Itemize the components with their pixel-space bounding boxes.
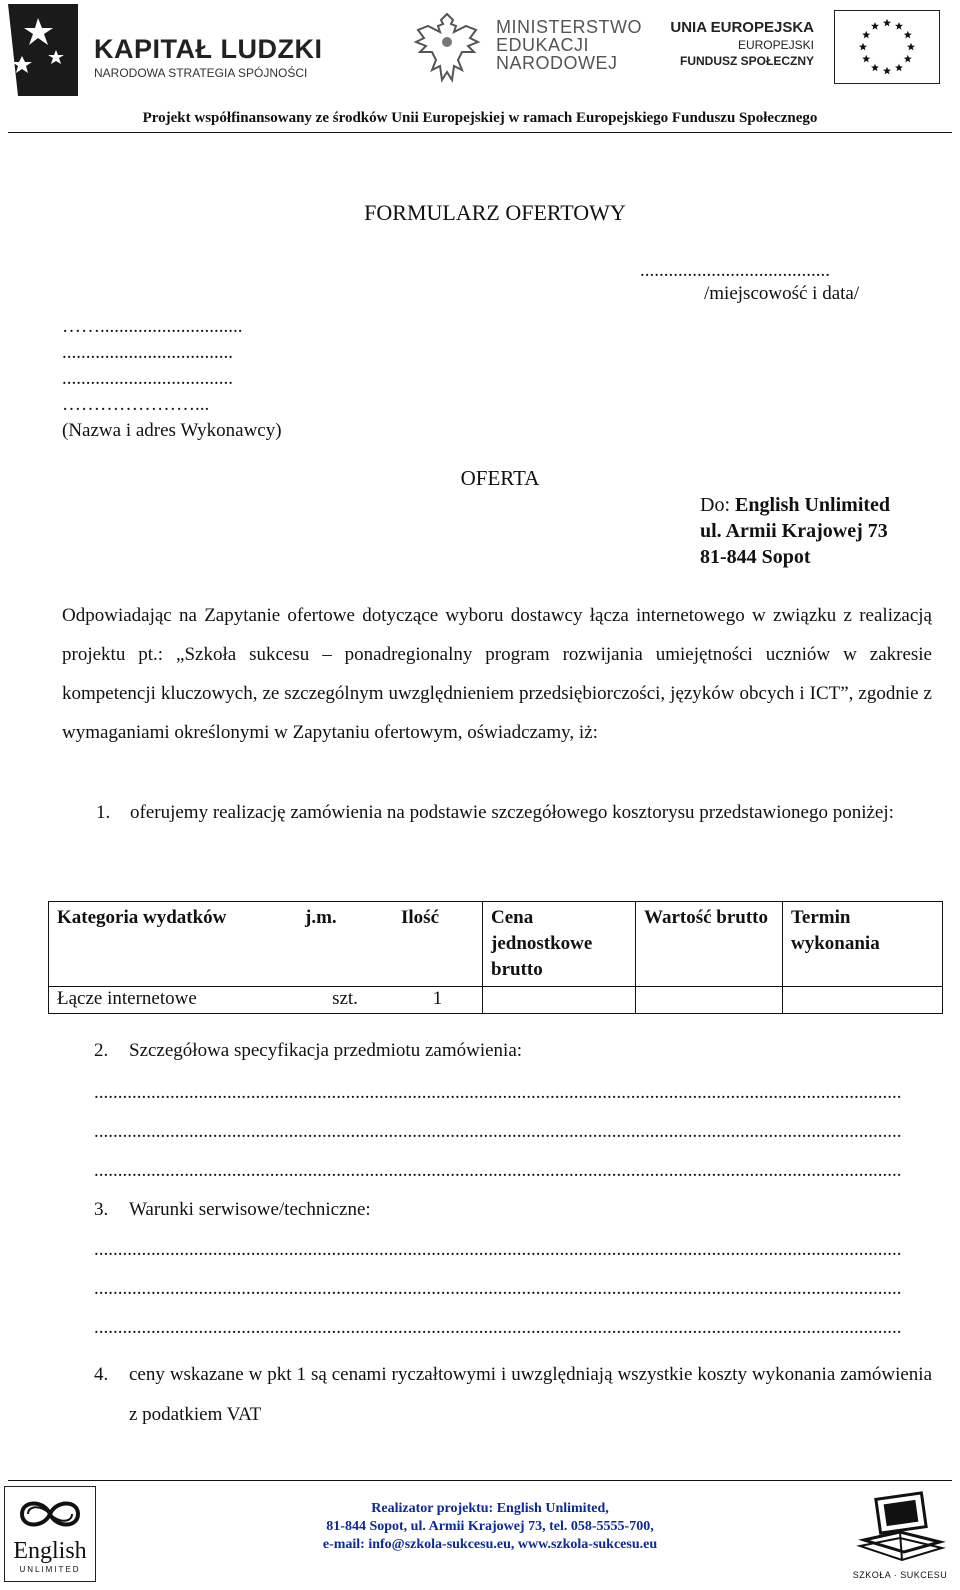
- eu-flag-icon: [834, 10, 940, 84]
- recipient-name: English Unlimited: [735, 494, 891, 516]
- item-4: [94, 1355, 932, 1435]
- recipient-city: 81-844 Sopot: [700, 546, 811, 568]
- english-unlimited-logo: [4, 1486, 96, 1582]
- cell-category: Łącze internetowe: [49, 987, 298, 1014]
- szkola-sukcesu-logo: [850, 1486, 950, 1586]
- address-line-4[interactable]: …………………...: [62, 394, 210, 415]
- project-cofinancing-line: Projekt współfinansowany ze środków Unii Europejskiej w ramach Europejskiego Funduszu Społecznego: [142, 110, 818, 126]
- kapital-ludzki-logo: [8, 4, 323, 96]
- eu-star-icon: [862, 55, 870, 63]
- header-category: Kategoria wydatków: [49, 902, 298, 987]
- service-line-1[interactable]: ..........................................................................................................................................................................: [94, 1239, 902, 1260]
- form-title: FORMULARZ OFERTOWY: [364, 200, 626, 225]
- header-completion-date: Termin wykonania: [783, 902, 943, 987]
- item-1-text: oferujemy realizację zamówienia na podstawie szczegółowego kosztorysu przedstawionego poniżej:: [130, 802, 894, 823]
- szkola-sukcesu-label: SZKOŁA · SUKCESU: [852, 1570, 948, 1580]
- eu-text: [670, 18, 814, 69]
- eu-star-icon: [883, 67, 891, 75]
- eagle-emblem-icon: [412, 8, 482, 86]
- eu-star-icon: [895, 64, 903, 72]
- men-name: [496, 18, 642, 72]
- unlimited-word: UNLIMITED: [19, 1565, 81, 1574]
- offer-heading: OFERTA: [460, 466, 540, 490]
- address-line-2[interactable]: ....................................: [62, 342, 233, 363]
- infinity-knot-icon: [14, 1494, 86, 1534]
- item-1: [96, 793, 932, 832]
- item-2: [94, 1040, 932, 1062]
- recipient-name-line: [700, 492, 890, 518]
- footer-line-3[interactable]: e-mail: info@szkola-sukcesu.eu, www.szkola-sukcesu.eu: [322, 1537, 658, 1552]
- item-3-text: Warunki serwisowe/techniczne:: [129, 1199, 371, 1220]
- eu-star-icon: [871, 22, 879, 30]
- place-date-field[interactable]: ........................................: [640, 260, 830, 281]
- footer-line-1: Realizator projektu: English Unlimited,: [371, 1501, 609, 1516]
- cell-unit-price[interactable]: [483, 987, 636, 1014]
- header-gross-value: Wartość brutto: [636, 902, 783, 987]
- eu-star-icon: [871, 64, 879, 72]
- contractor-address-block: [62, 314, 282, 444]
- recipient-street: ul. Armii Krajowej 73: [700, 520, 888, 542]
- intro-paragraph: Odpowiadając na Zapytanie ofertowe dotyczące wyboru dostawcy łącza internetowego w związku z realizacją projektu pt.: „Szkoła sukcesu – ponadregionalny program rozwijania umiejętności uczniów w zakresie kompetencji kluczowych, ze szczególnym uwzględnieniem przedsiębiorczości, języków obcych i ICT”, zgodnie z wymaganiami określonymi w Zapytaniu ofertowym, oświadczamy, iż:: [62, 605, 932, 743]
- item-3: [94, 1199, 932, 1221]
- eu-star-icon: [895, 22, 903, 30]
- men-line-1: MINISTERSTWO: [496, 17, 642, 37]
- address-line-3[interactable]: ....................................: [62, 368, 233, 389]
- spec-line-2[interactable]: ..........................................................................................................................................................................: [94, 1121, 902, 1142]
- header-unit: j.m.: [297, 902, 393, 987]
- cell-gross-value[interactable]: [636, 987, 783, 1014]
- eu-line-3: FUNDUSZ SPOŁECZNY: [679, 54, 814, 68]
- cost-table: [48, 901, 943, 1014]
- cost-table-row: [49, 987, 943, 1014]
- men-logo: [412, 8, 652, 88]
- cell-completion-date[interactable]: [783, 987, 943, 1014]
- item-4-text: ceny wskazane w pkt 1 są cenami ryczałtowymi i uwzględniają wszystkie koszty wykonania zamówienia z podatkiem VAT: [129, 1364, 932, 1425]
- item-4-number: 4.: [94, 1364, 109, 1385]
- recipient-block: [700, 492, 890, 570]
- eu-logo: [670, 10, 950, 90]
- footer-divider: [8, 1480, 952, 1481]
- header-quantity: Ilość: [393, 902, 483, 987]
- service-line-3[interactable]: ..........................................................................................................................................................................: [94, 1317, 902, 1338]
- service-line-2[interactable]: ..........................................................................................................................................................................: [94, 1278, 902, 1299]
- item-3-number: 3.: [94, 1199, 109, 1220]
- eu-star-icon: [859, 43, 867, 51]
- cell-quantity: 1: [393, 987, 483, 1014]
- footer-line-2: 81-844 Sopot, ul. Armii Krajowej 73, tel. 058-5555-700,: [326, 1519, 654, 1534]
- header-divider: [8, 132, 952, 133]
- address-label: (Nazwa i adres Wykonawcy): [62, 420, 282, 441]
- kapital-ludzki-subtitle: NARODOWA STRATEGIA SPÓJNOŚCI: [94, 66, 308, 80]
- item-2-text: Szczegółowa specyfikacja przedmiotu zamówienia:: [129, 1040, 523, 1061]
- spec-line-3[interactable]: ..........................................................................................................................................................................: [94, 1160, 902, 1181]
- eu-star-icon: [907, 43, 915, 51]
- cost-table-header-row: [49, 902, 943, 987]
- place-date-label: /miejscowość i data/: [704, 283, 860, 304]
- cell-unit: szt.: [297, 987, 393, 1014]
- eu-star-icon: [883, 19, 891, 27]
- recipient-prefix: Do:: [700, 494, 735, 516]
- address-line-1[interactable]: ……..............................: [62, 316, 243, 337]
- eu-star-icon: [862, 31, 870, 39]
- eu-star-icon: [904, 55, 912, 63]
- english-word: English: [13, 1538, 87, 1564]
- eu-title: UNIA EUROPEJSKA: [670, 19, 814, 36]
- kapital-ludzki-mark-icon: [8, 4, 78, 96]
- men-line-3: NARODOWEJ: [496, 53, 618, 73]
- laptop-book-icon: [854, 1488, 946, 1566]
- header-unit-price: Cena jednostkowe brutto: [483, 902, 636, 987]
- eu-star-icon: [904, 31, 912, 39]
- eu-line-2: EUROPEJSKI: [737, 38, 814, 52]
- item-2-number: 2.: [94, 1040, 109, 1061]
- footer-contact: [240, 1500, 740, 1554]
- spec-line-1[interactable]: ..........................................................................................................................................................................: [94, 1082, 902, 1103]
- men-line-2: EDUKACJI: [496, 35, 590, 55]
- item-1-number: 1.: [96, 802, 111, 823]
- kapital-ludzki-title: KAPITAŁ LUDZKI: [94, 34, 323, 64]
